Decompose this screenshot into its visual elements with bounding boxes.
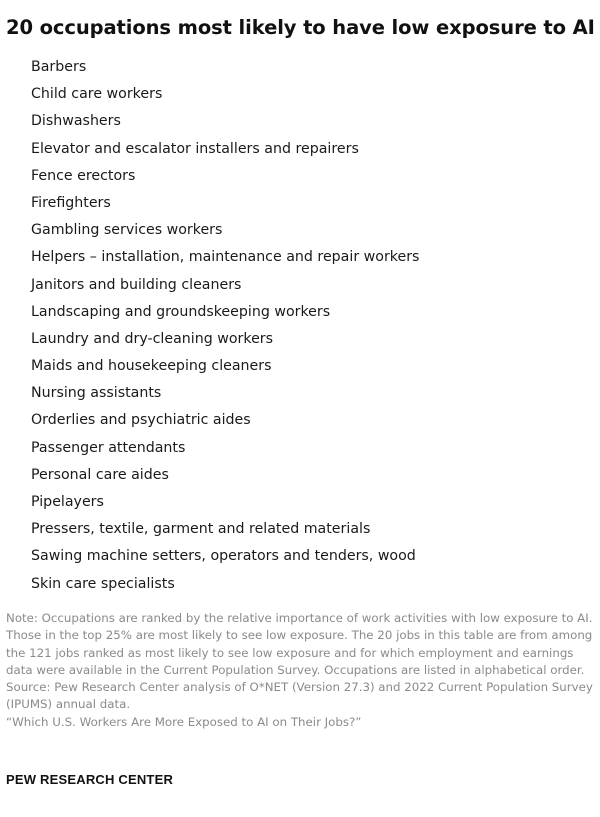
list-item: Barbers <box>31 59 87 75</box>
list-item: Skin care specialists <box>31 575 175 592</box>
list-item: Elevator and escalator installers and repairers <box>31 140 359 157</box>
note-text: Note: Occupations are ranked by the relative importance of work activities with low exposure to AI. Those in the top 25% are most likely to see low exposure. The 20 jobs in this table are from among the 121 jobs ranked as most likely to see low exposure and for which employment and earnings data were available in the Current Population Survey. Occupations are listed in alphabetical order. <box>6 611 593 677</box>
list-item: Passenger attendants <box>31 439 186 456</box>
list-item: Laundry and dry-cleaning workers <box>31 330 274 347</box>
list-item: Helpers – installation, maintenance and repair workers <box>31 249 420 266</box>
list-item: Pipelayers <box>31 494 104 510</box>
list-item: Gambling services workers <box>31 222 223 239</box>
report-title: “Which U.S. Workers Are More Exposed to AI on Their Jobs?” <box>6 714 362 729</box>
list-item: Orderlies and psychiatric aides <box>31 412 251 429</box>
list-item: Fence erectors <box>31 167 136 184</box>
list-item: Firefighters <box>31 194 111 211</box>
occupation-list <box>31 56 419 600</box>
list-item: Personal care aides <box>31 466 169 483</box>
page-title: 20 occupations most likely to have low exposure to AI <box>6 16 595 39</box>
list-item: Pressers, textile, garment and related materials <box>31 521 371 538</box>
list-item: Nursing assistants <box>31 385 162 402</box>
footnotes <box>6 610 598 731</box>
source-text: Source: Pew Research Center analysis of O*NET (Version 27.3) and 2022 Current Population Survey (IPUMS) annual data. <box>6 680 593 712</box>
list-item: Janitors and building cleaners <box>31 276 242 293</box>
list-item: Child care workers <box>31 86 163 103</box>
organization-credit: PEW RESEARCH CENTER <box>6 772 174 787</box>
list-item: Landscaping and groundskeeping workers <box>31 303 331 320</box>
list-item: Sawing machine setters, operators and tenders, wood <box>31 548 416 565</box>
list-item: Dishwashers <box>31 113 121 130</box>
list-item: Maids and housekeeping cleaners <box>31 358 272 375</box>
